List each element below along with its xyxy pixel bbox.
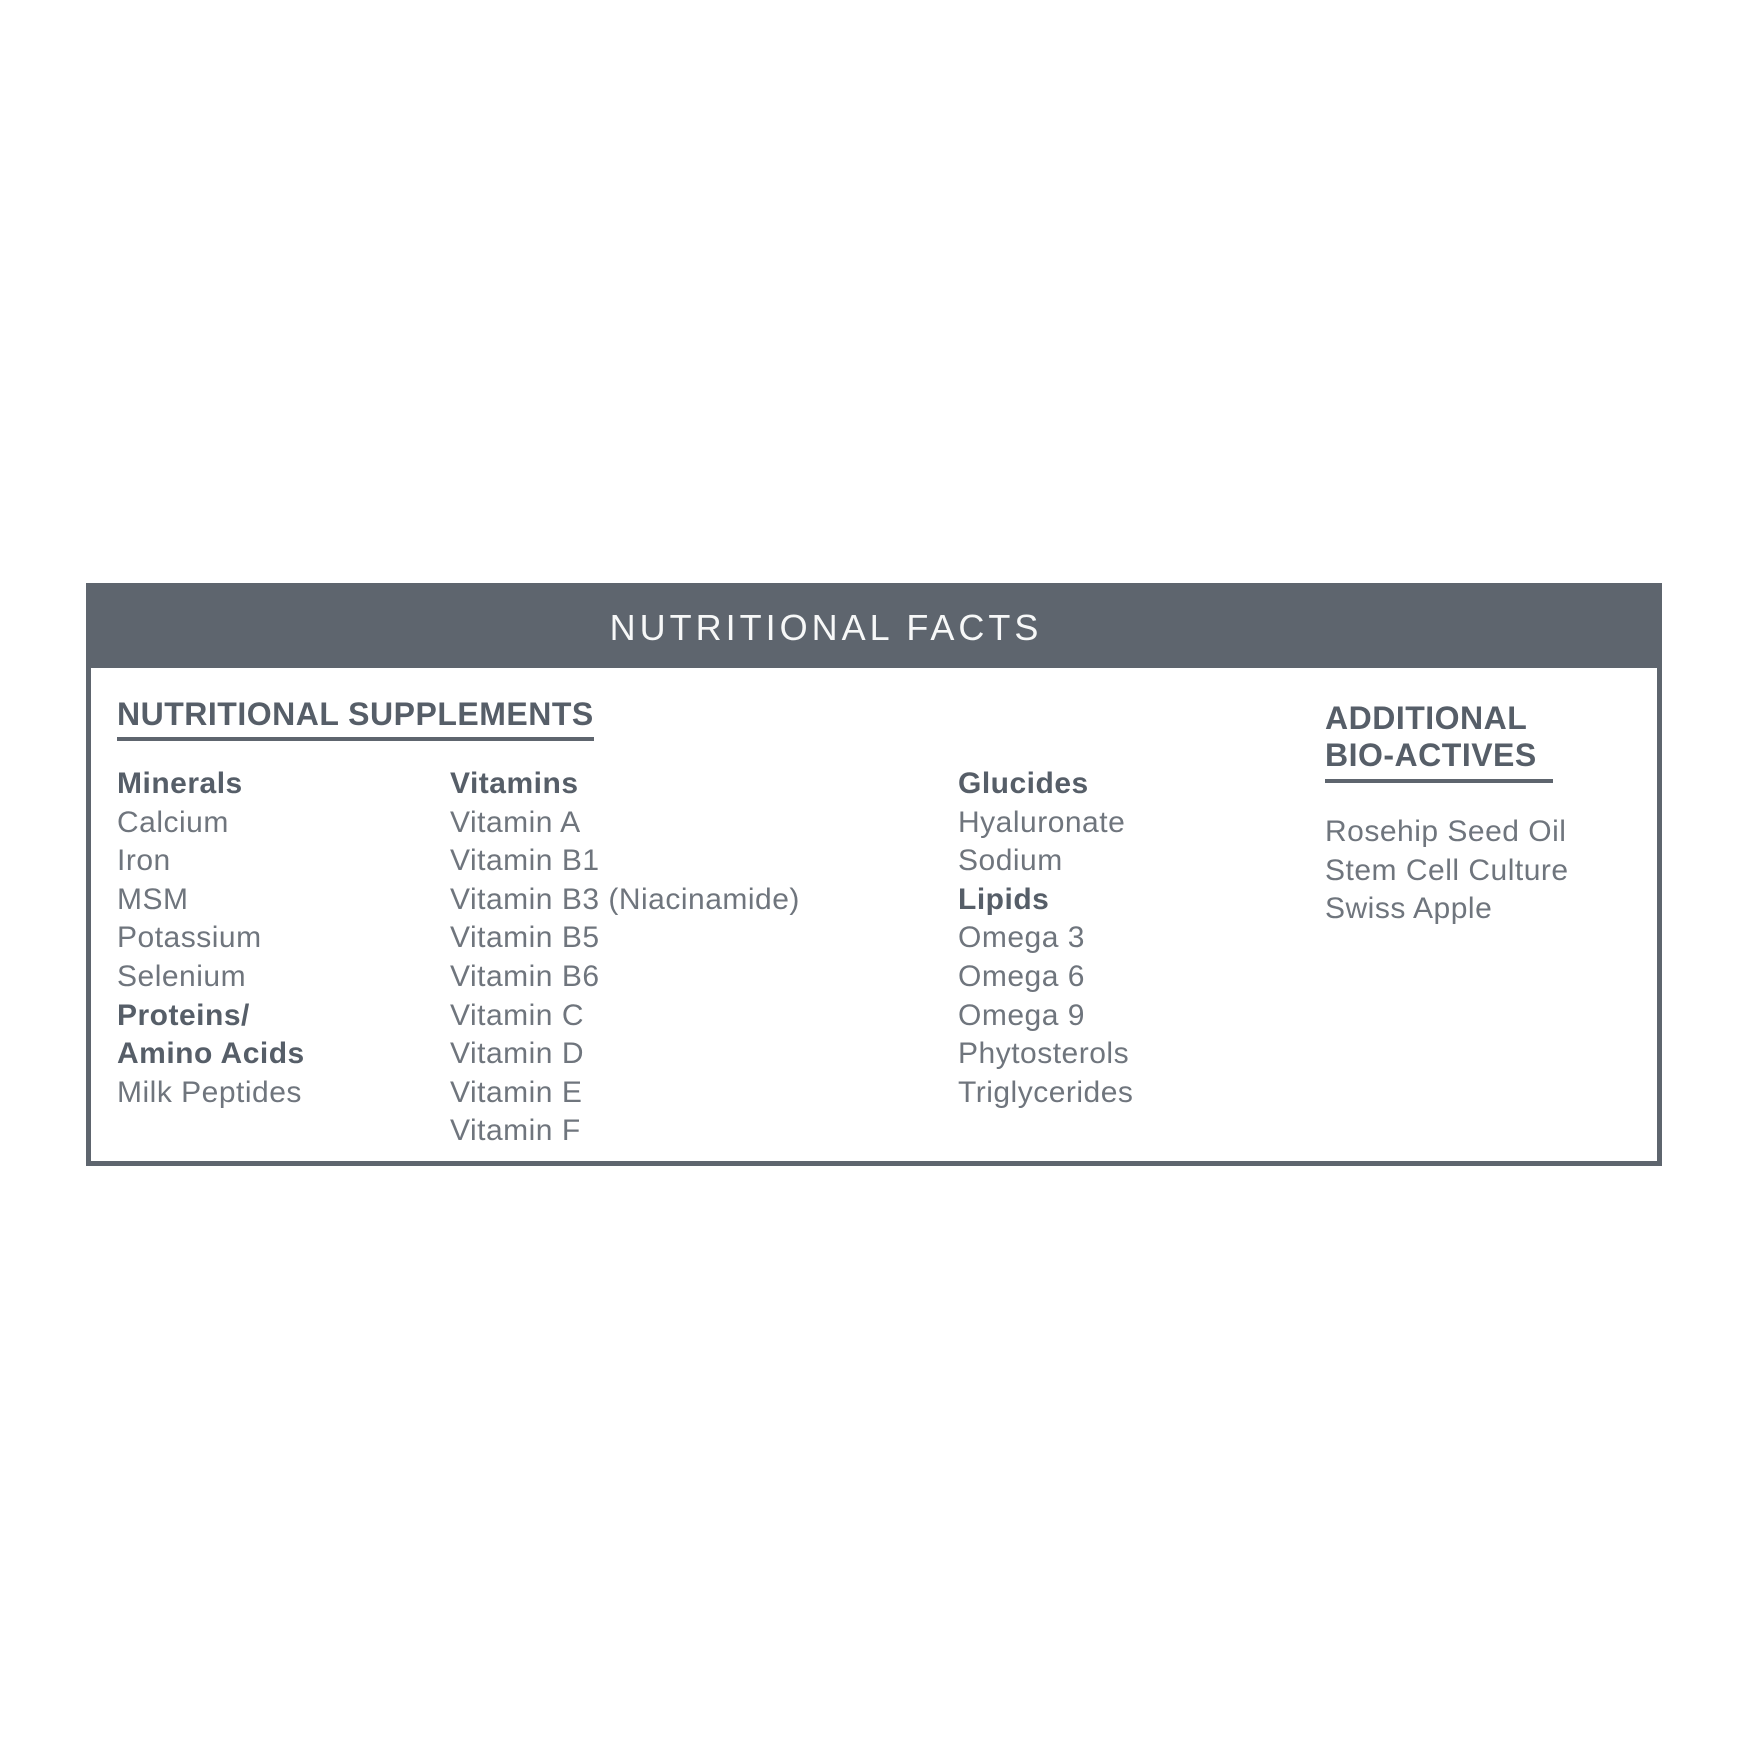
bioactives-heading-line2: BIO-ACTIVES bbox=[1325, 737, 1537, 773]
list-item: Milk Peptides bbox=[117, 1075, 302, 1109]
list-item: Potassium bbox=[117, 921, 262, 955]
minerals-header: Minerals bbox=[117, 767, 243, 800]
glucides-lipids-column bbox=[958, 765, 1133, 1112]
vitamins-column bbox=[450, 765, 800, 1151]
list-item: Vitamin F bbox=[450, 1114, 581, 1148]
list-item: Stem Cell Culture bbox=[1325, 853, 1569, 887]
bioactives-heading-line1: ADDITIONAL bbox=[1325, 700, 1528, 736]
panel-header-bar bbox=[91, 588, 1657, 668]
list-item: Vitamin B3 (Niacinamide) bbox=[450, 882, 800, 916]
list-item: Vitamin E bbox=[450, 1075, 583, 1109]
list-item: Swiss Apple bbox=[1325, 892, 1493, 926]
list-item: Triglycerides bbox=[958, 1075, 1134, 1109]
list-item: Iron bbox=[117, 844, 171, 878]
panel-title: NUTRITIONAL FACTS bbox=[609, 607, 1043, 648]
list-item: Hyaluronate bbox=[958, 805, 1126, 839]
supplements-heading: NUTRITIONAL SUPPLEMENTS bbox=[117, 698, 594, 741]
list-item: Vitamin B5 bbox=[450, 921, 600, 955]
list-item: Vitamin A bbox=[450, 805, 581, 839]
minerals-column bbox=[117, 765, 305, 1112]
list-item: Omega 3 bbox=[958, 921, 1085, 955]
list-item: Phytosterols bbox=[958, 1037, 1130, 1071]
vitamins-header: Vitamins bbox=[450, 767, 579, 800]
list-item: MSM bbox=[117, 882, 189, 916]
proteins-header-line2: Amino Acids bbox=[117, 1037, 305, 1071]
list-item: Vitamin B1 bbox=[450, 844, 600, 878]
proteins-header-line1: Proteins/ bbox=[117, 998, 250, 1032]
nutritional-facts-panel bbox=[86, 583, 1662, 1166]
bioactives-column bbox=[1325, 813, 1569, 929]
list-item: Omega 6 bbox=[958, 959, 1085, 993]
list-item: Selenium bbox=[117, 959, 247, 993]
list-item: Vitamin C bbox=[450, 998, 584, 1032]
glucides-header: Glucides bbox=[958, 767, 1089, 800]
list-item: Vitamin B6 bbox=[450, 959, 600, 993]
lipids-header: Lipids bbox=[958, 882, 1050, 916]
list-item: Sodium bbox=[958, 844, 1063, 878]
list-item: Calcium bbox=[117, 805, 229, 839]
panel-body bbox=[91, 668, 1657, 1161]
bioactives-heading bbox=[1325, 700, 1553, 783]
list-item: Vitamin D bbox=[450, 1037, 584, 1071]
list-item: Rosehip Seed Oil bbox=[1325, 815, 1567, 848]
list-item: Omega 9 bbox=[958, 998, 1085, 1032]
